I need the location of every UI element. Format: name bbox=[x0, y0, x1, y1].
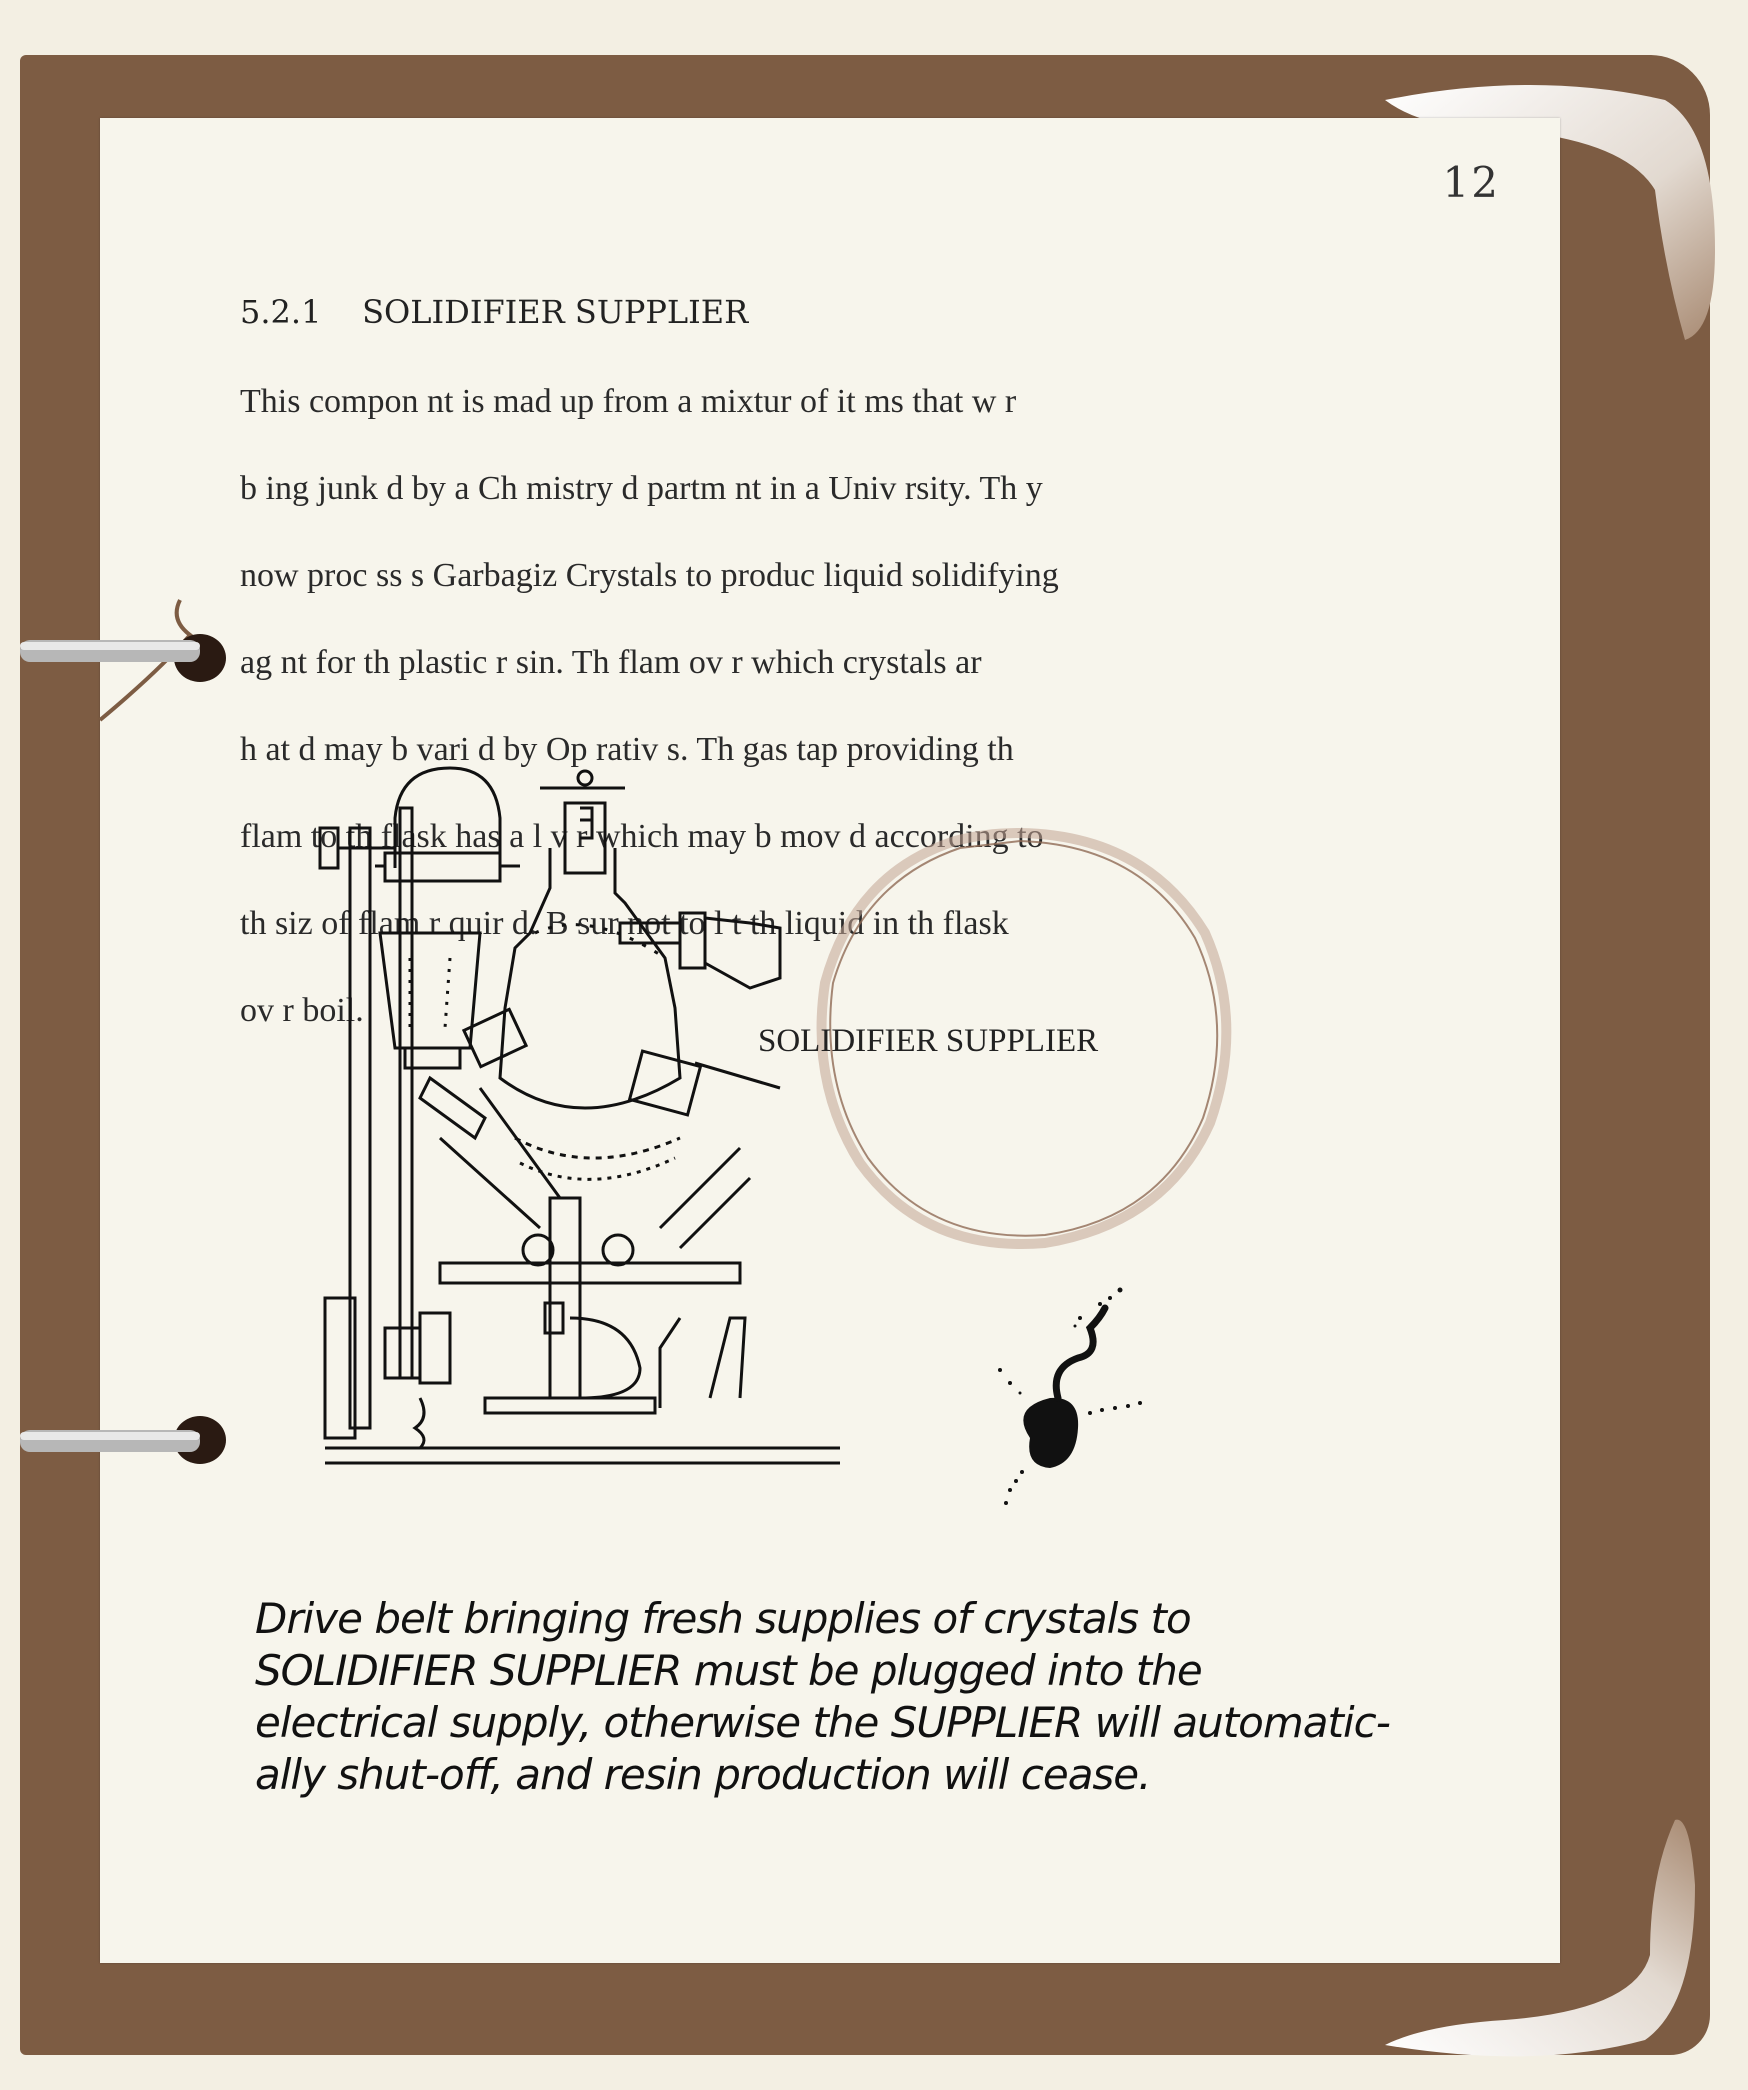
body-line: h at d may b vari d by Op rativ s. Th gas tap providing th bbox=[240, 730, 1014, 768]
binder-ring-top bbox=[20, 590, 250, 730]
binder-ring-bottom bbox=[20, 1395, 250, 1485]
body-line: now proc ss s Garbagiz Crystals to produc liquid solidifying bbox=[240, 556, 1059, 594]
body-line: ag nt for th plastic r sin. Th flam ov r which crystals ar bbox=[240, 643, 982, 681]
body-line: flam to th flask has a l v r which may b mov d according to bbox=[240, 817, 1044, 855]
notebook-page bbox=[100, 118, 1560, 1963]
stain-label: SOLIDIFIER SUPPLIER bbox=[758, 1023, 1099, 1059]
handwritten-note: Drive belt bringing fresh supplies of crystals to SOLIDIFIER SUPPLIER must be plugged into the electrical supply, otherwise the SUPPLIER will automatic- ally shut-off, and resin production will cease. bbox=[255, 1594, 1390, 1799]
body-line: This compon nt is mad up from a mixtur of it ms that w r bbox=[240, 382, 1017, 420]
page-number: 12 bbox=[1442, 158, 1500, 207]
solidifier-machine-illustration bbox=[280, 758, 860, 1478]
body-line: ov r boil. bbox=[240, 991, 364, 1029]
section-heading: 5.2.1 SOLIDIFIER SUPPLIER bbox=[240, 293, 749, 331]
body-line: th siz of flam r quir d. B sur not to l t th liquid in th flask bbox=[240, 904, 1009, 942]
ink-splat bbox=[950, 1278, 1190, 1518]
body-line: b ing junk d by a Ch mistry d partm nt in a Univ rsity. Th y bbox=[240, 469, 1043, 507]
